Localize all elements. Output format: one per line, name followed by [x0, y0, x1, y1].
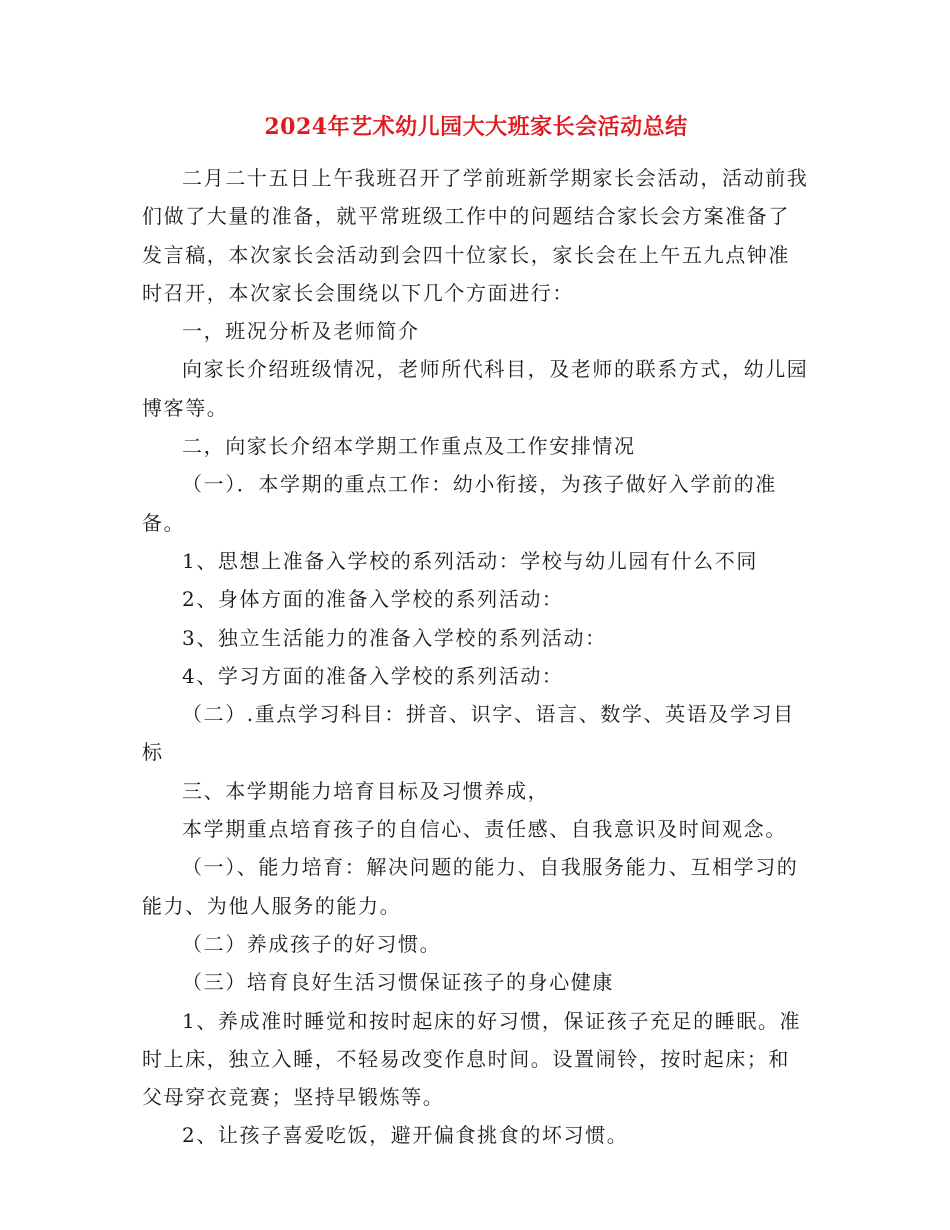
paragraph-list-item-2: 2、身体方面的准备入学校的系列活动：: [182, 587, 564, 612]
paragraph-section-2-sub-2: （二）.重点学习科目：拼音、识字、语言、数学、英语及学习目标: [142, 702, 795, 765]
paragraph-section-3-sub-2: （二）养成孩子的好习惯。: [182, 931, 442, 956]
paragraph-habit-item-2: 2、让孩子喜爱吃饭，避开偏食挑食的坏习惯。: [182, 1123, 629, 1148]
paragraph-section-3-sub-3: （三）培育良好生活习惯保证孩子的身心健康: [182, 970, 614, 995]
document-title: 2024年艺术幼儿园大大班家长会活动总结: [264, 114, 688, 140]
paragraph-section-1-body: 向家长介绍班级情况，老师所代科目，及老师的联系方式，幼儿园博客等。: [142, 357, 809, 420]
paragraph-section-1-heading: 一，班况分析及老师简介: [182, 319, 420, 344]
paragraph-list-item-4: 4、学习方面的准备入学校的系列活动：: [182, 663, 564, 688]
paragraph-section-2-sub-1: （一）．本学期的重点工作：幼小衔接，为孩子做好入学前的准备。: [142, 472, 777, 535]
paragraph-section-3-heading: 三、本学期能力培育目标及习惯养成，: [182, 778, 550, 803]
paragraph-intro: 二月二十五日上午我班召开了学前班新学期家长会活动，活动前我们做了大量的准备，就平常班级工作中的问题结合家长会方案准备了发言稿，本次家长会活动到会四十位家长，家长会在上午五九点钟准时召开，本次家长会围绕以下几个方面进行：: [142, 166, 809, 305]
paragraph-list-item-1: 1、思想上准备入学校的系列活动：学校与幼儿园有什么不同: [182, 548, 758, 573]
paragraph-section-3-body: 本学期重点培育孩子的自信心、责任感、自我意识及时间观念。: [182, 817, 787, 842]
paragraph-section-3-sub-1: （一）、能力培育：解决问题的能力、自我服务能力、互相学习的能力、为他人服务的能力。: [142, 855, 799, 918]
paragraph-habit-item-1: 1、养成准时睡觉和按时起床的好习惯，保证孩子充足的睡眠。准时上床，独立入睡，不轻易改变作息时间。设置闹铃，按时起床；和父母穿衣竞赛；坚持早锻炼等。: [142, 1008, 802, 1110]
paragraph-list-item-3: 3、独立生活能力的准备入学校的系列活动：: [182, 625, 607, 650]
paragraph-section-2-heading: 二，向家长介绍本学期工作重点及工作安排情况: [182, 434, 636, 459]
